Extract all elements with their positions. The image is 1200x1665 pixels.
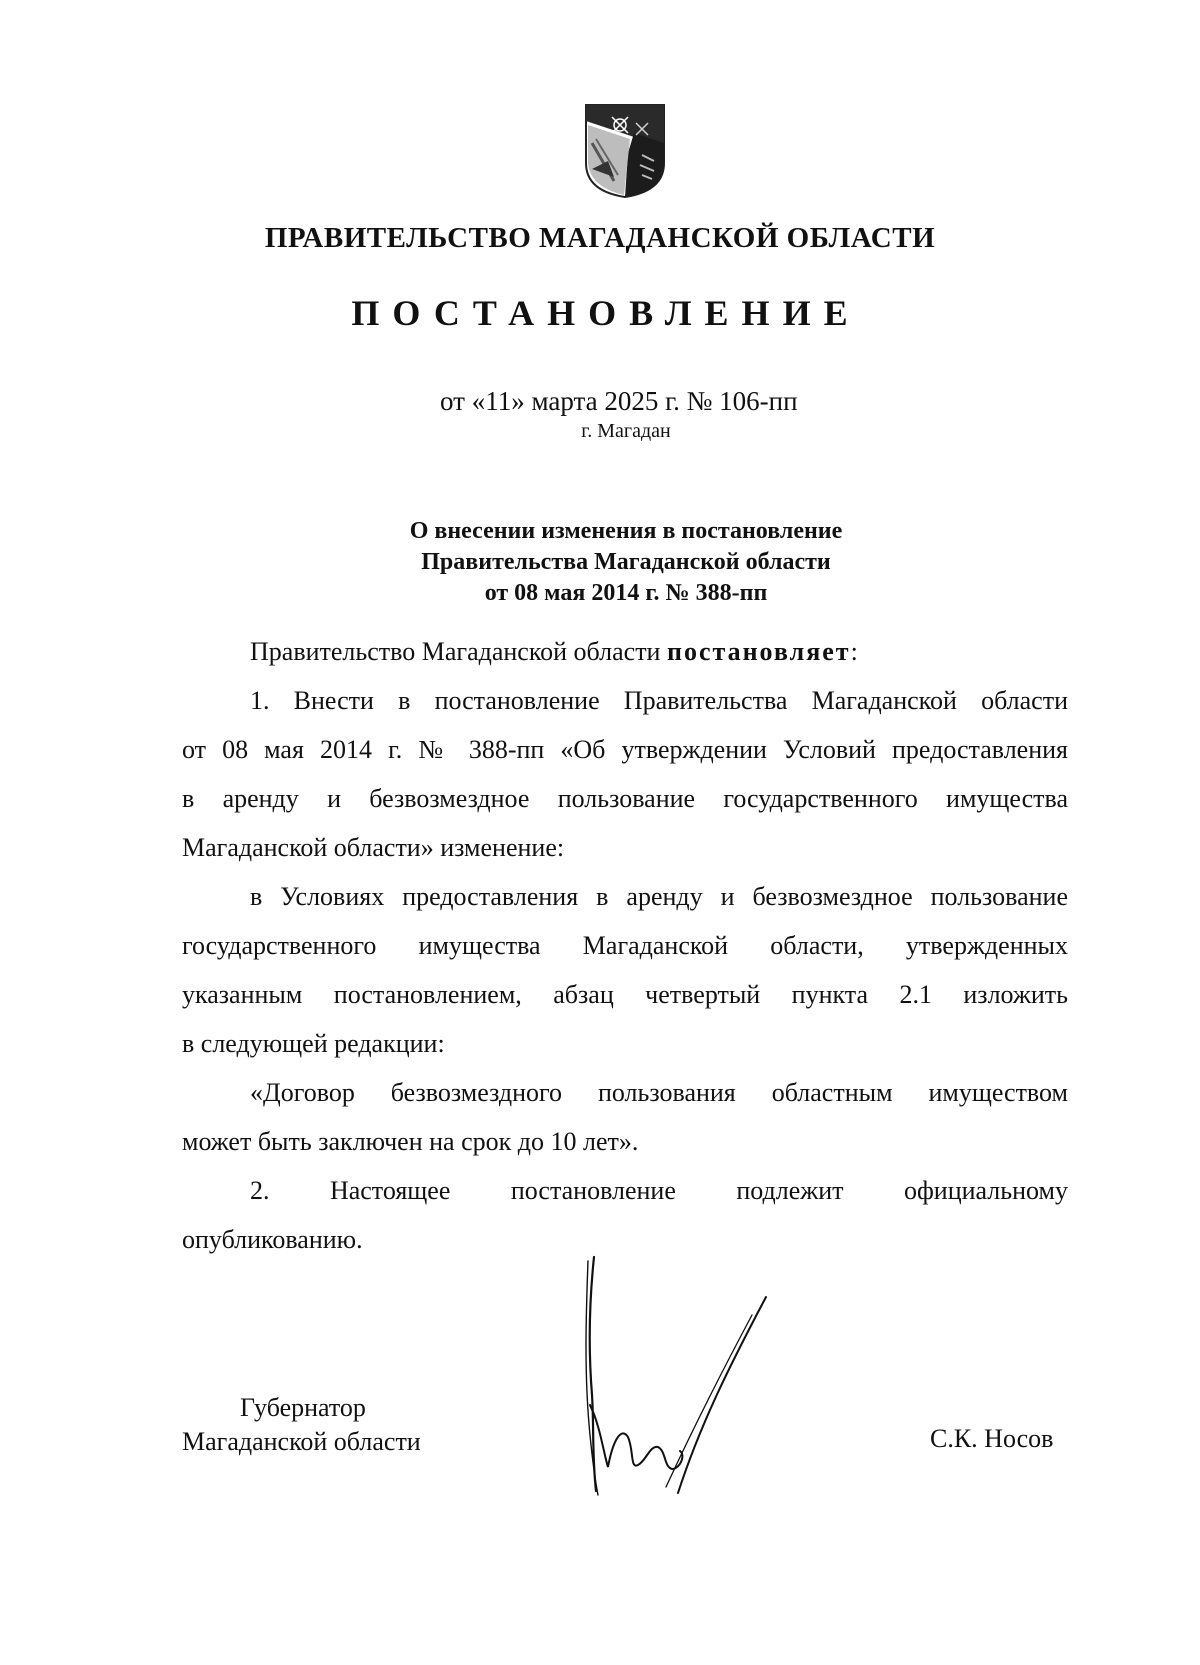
paragraph-line: от 08 мая 2014 г. № 388-пп «Об утверждении Условий предоставления xyxy=(182,735,1068,764)
paragraph-line: в следующей редакции: xyxy=(182,1029,445,1058)
subject-line: Правительства Магаданской области xyxy=(421,549,831,575)
document-date-number: от «11» марта 2025 г. № 106-пп xyxy=(440,386,798,416)
paragraph-line: «Договор безвозмездного пользования областным имуществом xyxy=(250,1078,1068,1107)
paragraph-1 xyxy=(182,676,1068,872)
paragraph-3-quote xyxy=(182,1068,1068,1166)
paragraph-line: опубликованию. xyxy=(182,1225,363,1254)
document-type-heading: ПОСТАНОВЛЕНИЕ xyxy=(351,293,861,333)
paragraph-line: Магаданской области» изменение: xyxy=(182,833,565,862)
paragraph-line: указанным постановлением, абзац четвертый пункта 2.1 изложить xyxy=(182,980,1068,1009)
coat-of-arms-emblem xyxy=(584,103,666,199)
preamble-text: Правительство Магаданской области xyxy=(250,637,661,666)
subject-line: от 08 мая 2014 г. № 388-пп xyxy=(484,580,768,606)
preamble-paragraph xyxy=(182,627,1068,676)
paragraph-line: 2. Настоящее постановление подлежит официальному xyxy=(250,1176,1068,1205)
document-city: г. Магадан xyxy=(581,420,671,442)
preamble-keyword: постановляет xyxy=(666,637,851,666)
paragraph-line: государственного имущества Магаданской области, утвержденных xyxy=(182,931,1068,960)
preamble-colon: : xyxy=(850,637,858,666)
organization-title: ПРАВИТЕЛЬСТВО МАГАДАНСКОЙ ОБЛАСТИ xyxy=(264,222,936,254)
document-subject xyxy=(0,516,1200,609)
signatory-position xyxy=(182,1391,421,1459)
signatory-name: С.К. Носов xyxy=(930,1424,1054,1453)
handwritten-signature xyxy=(580,1255,800,1500)
paragraph-line: может быть заключен на срок до 10 лет». xyxy=(182,1127,639,1156)
position-line: Магаданской области xyxy=(182,1427,421,1456)
position-line: Губернатор xyxy=(240,1393,366,1422)
paragraph-line: в Условиях предоставления в аренду и безвозмездное пользование xyxy=(250,882,1068,911)
paragraph-line: в аренду и безвозмездное пользование государственного имущества xyxy=(182,784,1068,813)
paragraph-4 xyxy=(182,1166,1068,1264)
subject-line: О внесении изменения в постановление xyxy=(409,518,843,544)
paragraph-2 xyxy=(182,872,1068,1068)
paragraph-line: 1. Внести в постановление Правительства Магаданской области xyxy=(250,686,1068,715)
